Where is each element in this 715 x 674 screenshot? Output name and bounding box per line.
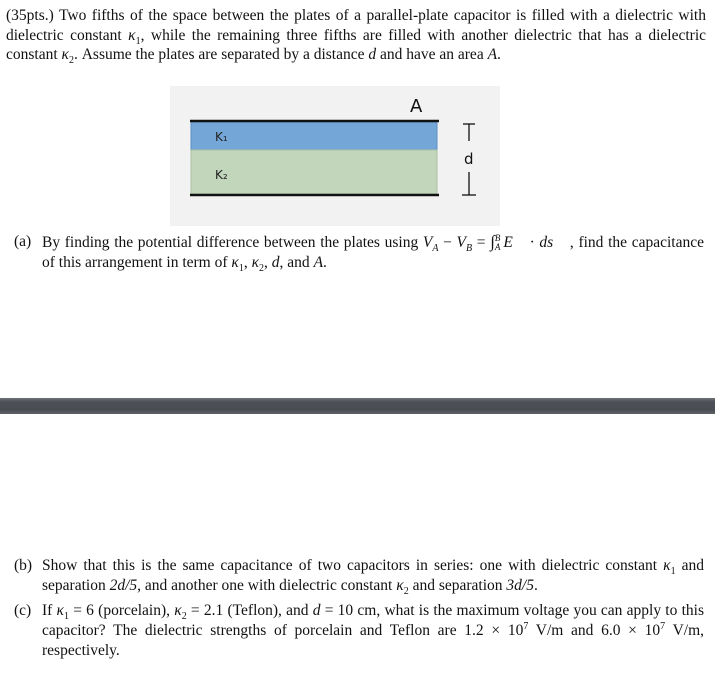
va-symbol: V	[422, 234, 433, 251]
part-b-text	[42, 556, 704, 596]
part-b-kappa1: κ	[663, 557, 671, 574]
kappa2-subscript: 2	[68, 55, 74, 67]
problem-statement	[6, 6, 706, 65]
part-b-kappa2: κ	[396, 577, 404, 594]
part-a-distance: d	[271, 254, 280, 271]
part-a-end: .	[323, 254, 327, 271]
part-b-text-3: , and another one with dielectric constant	[137, 577, 397, 594]
part-a	[14, 232, 704, 273]
part-c-kappa2: κ	[174, 602, 182, 619]
distance-label: d	[464, 150, 474, 168]
part-b-kappa1-sub: 1	[670, 566, 676, 578]
part-a-text	[42, 232, 704, 273]
part-c-distance: d	[312, 602, 321, 619]
intro-text-2: , while the remaining three fifths are filled with another dielectric that has a dielectric constant	[6, 26, 707, 63]
part-c-unit-1: V/m and 6.0 × 10	[528, 622, 661, 639]
part-c	[14, 601, 704, 661]
intro-text-3: . Assume the plates are separated by a distance	[73, 46, 369, 63]
part-b-text-1: Show that this is the same capacitance of two capacitors in series: one with dielectric constant	[42, 557, 664, 574]
part-a-kappa1-sub: 1	[238, 263, 244, 275]
electric-field-symbol: E⃗	[503, 234, 525, 251]
part-c-kappa1-sub: 1	[64, 611, 69, 623]
part-c-label: (c)	[14, 602, 32, 619]
part-a-and: , and	[279, 254, 314, 271]
part-b-text-2: and separation	[42, 557, 704, 594]
area-symbol: A	[487, 46, 498, 63]
ds-symbol: ds⃗	[539, 234, 566, 251]
part-a-area: A	[313, 254, 324, 271]
part-c-eq-1: = 6 (porcelain),	[69, 602, 175, 619]
part-a-kappa2-sub: 2	[259, 263, 265, 275]
exponent-2: 7	[660, 620, 666, 632]
layer-1-label: K₁	[215, 130, 228, 144]
part-c-text	[42, 601, 704, 661]
part-a-label: (a)	[14, 233, 32, 250]
part-b	[14, 556, 704, 596]
part-c-eq-2: = 2.1 (Teflon), and	[186, 602, 313, 619]
separation-2: 3d/5	[506, 577, 534, 594]
kappa2-symbol: κ	[61, 46, 69, 63]
intro-text-5: .	[497, 46, 501, 63]
kappa1-subscript: 1	[135, 35, 141, 47]
va-subscript: A	[432, 243, 439, 255]
intro-text-1: Two fifths of the space between the plates of a parallel-plate capacitor is filled with a dielectric with dielectric constant	[6, 7, 706, 44]
layer-2-label: K₂	[215, 168, 228, 182]
integral-upper-limit: B	[494, 233, 501, 244]
intro-text-4: and have an area	[376, 46, 488, 63]
integral-sign: ∫	[490, 232, 495, 251]
part-a-kappa2: κ	[251, 254, 260, 271]
part-c-eq-3: = 10 cm, what is the maximum voltage you can apply to this capacitor? The dielectric strengths of porcelain and Teflon are 1.2 × 10	[42, 602, 704, 639]
vb-symbol: V	[456, 234, 467, 251]
capacitor-diagram	[170, 86, 500, 226]
dot-operator: ·	[524, 234, 540, 251]
part-a-kappa1: κ	[231, 254, 239, 271]
separation-1: 2d/5	[109, 577, 138, 594]
minus-sign: −	[438, 234, 457, 251]
comma-2: ,	[264, 254, 272, 271]
part-c-unit-2: V/m, respectively.	[42, 622, 704, 659]
part-b-end: .	[533, 577, 538, 594]
comma-1: ,	[243, 254, 252, 271]
page-divider	[0, 398, 715, 414]
points-label: (35pts.)	[6, 7, 54, 24]
kappa1-symbol: κ	[128, 26, 136, 44]
part-c-kappa1: κ	[56, 602, 64, 619]
part-a-text-1: By finding the potential difference between the plates using	[42, 234, 423, 251]
part-a-text-2: , find the capacitance of this arrangement in term of	[42, 234, 704, 271]
part-c-text-1: If	[42, 602, 57, 619]
part-b-label: (b)	[14, 557, 33, 574]
integral-lower-limit: A	[494, 242, 501, 253]
capacitor-figure	[170, 86, 500, 226]
exponent-1: 7	[523, 620, 529, 632]
vb-subscript: B	[466, 243, 473, 255]
part-b-kappa2-sub: 2	[403, 586, 409, 598]
area-label: A	[410, 96, 423, 117]
dielectric-layer-2	[191, 150, 437, 194]
dielectric-layer-1	[191, 122, 437, 150]
part-c-kappa2-sub: 2	[181, 611, 187, 623]
part-b-text-4: and separation	[408, 577, 507, 594]
equals-sign: =	[472, 234, 491, 251]
distance-symbol: d	[368, 46, 377, 63]
